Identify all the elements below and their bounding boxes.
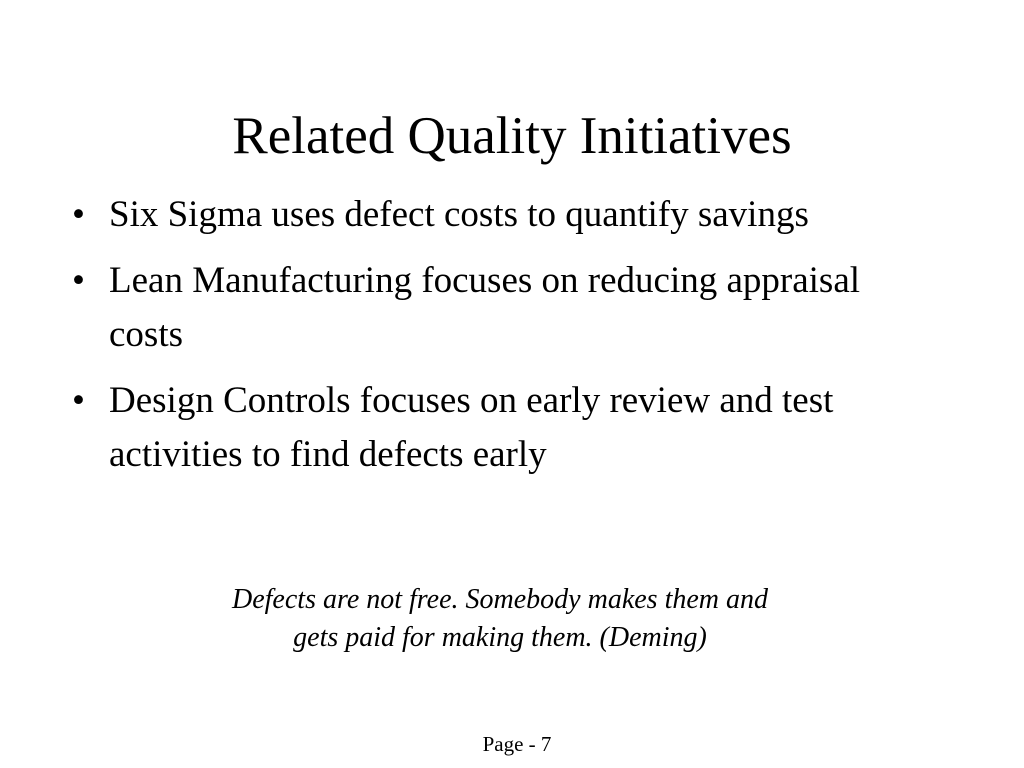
bullet-text: Design Controls focuses on early review and test activities to find defects early <box>109 380 834 475</box>
quote-line: Defects are not free. Somebody makes them and <box>232 584 768 615</box>
quote-line: gets paid for making them. (Deming) <box>293 622 707 653</box>
page-number: Page - 7 <box>482 732 552 756</box>
bullet-item <box>72 374 872 482</box>
bullet-icon: • <box>72 260 85 301</box>
slide-title: Related Quality Initiatives <box>232 107 792 165</box>
bullet-list <box>72 188 872 494</box>
bullet-item <box>72 188 872 242</box>
bullet-icon: • <box>72 380 85 421</box>
bullet-text: Lean Manufacturing focuses on reducing appraisal costs <box>109 260 861 355</box>
bullet-icon: • <box>72 194 85 235</box>
deming-quote <box>0 581 1000 657</box>
bullet-item <box>72 254 872 362</box>
bullet-text: Six Sigma uses defect costs to quantify savings <box>109 194 809 235</box>
